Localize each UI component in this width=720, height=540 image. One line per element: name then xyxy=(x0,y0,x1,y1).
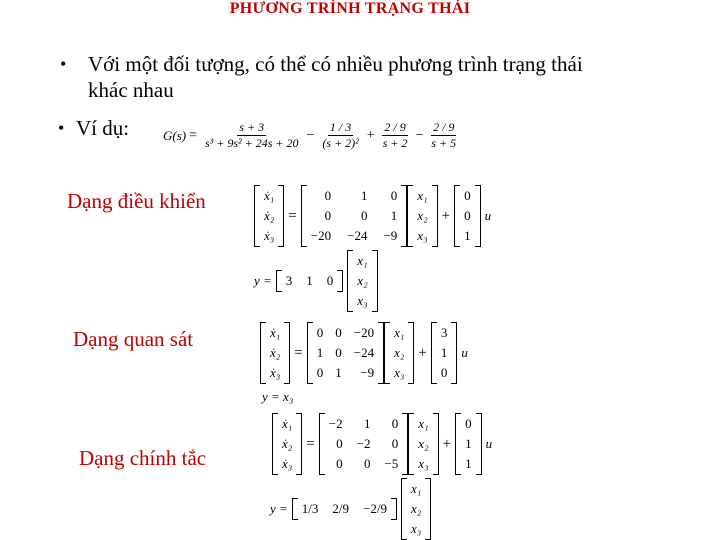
tf-num-1: s + 3 xyxy=(239,120,265,134)
canonical-C-row: 1/3 2/9 −2/9 xyxy=(292,498,397,520)
transfer-function xyxy=(163,120,461,151)
slide-title: PHƯƠNG TRÌNH TRẠNG THÁI xyxy=(229,0,471,17)
controllable-form-label: Dạng điều khiển xyxy=(67,189,206,213)
bullet-1-line-2: khác nhau xyxy=(88,78,174,102)
observable-B-vector: 3 1 0 xyxy=(431,322,458,384)
tf-den-4: s + 5 xyxy=(431,136,457,150)
observable-output-equation: y = x₃ xyxy=(262,389,294,404)
tf-den-2: (s + 2)² xyxy=(322,136,359,150)
tf-frac-2 xyxy=(320,120,360,151)
controllable-A-matrix: 0 1 0 0 0 1 −20 −24 −9 xyxy=(301,185,408,247)
tf-minus: − xyxy=(306,127,315,143)
controllable-output-equation: y = 3 1 0 x₁ x₂ x₃ xyxy=(254,250,378,312)
canonical-form-label: Dạng chính tắc xyxy=(79,446,207,470)
bullet-2-marker: • xyxy=(58,118,65,138)
x-vector: x₁ x₂ x₃ xyxy=(407,185,437,247)
bullet-1-line-1: Với một đối tượng, có thể có nhiều phương trình trạng thái xyxy=(88,52,583,76)
tf-den-1: s³ + 9s² + 24s + 20 xyxy=(205,136,299,150)
tf-den-3: s + 2 xyxy=(382,136,408,150)
canonical-output-equation: y = 1/3 2/9 −2/9 x₁ x₂ x₃ xyxy=(270,478,431,540)
x-vector-output: x₁ x₂ x₃ xyxy=(347,250,377,312)
canonical-A-matrix: −2 1 0 0 −2 0 0 0 −5 xyxy=(319,413,409,475)
canonical-B-vector: 0 1 1 xyxy=(455,413,482,475)
observable-A-matrix: 0 0 −20 1 0 −24 0 1 −9 xyxy=(307,322,384,384)
controllable-B-vector: 0 0 1 xyxy=(454,185,481,247)
tf-frac-4 xyxy=(429,120,458,151)
tf-plus: + xyxy=(366,127,375,143)
tf-num-4: 2 / 9 xyxy=(433,120,455,134)
xdot-vector: ẋ₁ ẋ₂ ẋ₃ xyxy=(254,185,284,247)
tf-frac-1 xyxy=(203,120,301,151)
bullet-2-text: Ví dụ: xyxy=(76,116,130,140)
controllable-state-equation: ẋ₁ ẋ₂ ẋ₃ = 0 1 0 0 0 1 −20 −24 −9 x₁ x₂ x₃ + 0 0 1 u xyxy=(254,185,491,247)
observable-state-equation: ẋ₁ ẋ₂ ẋ₃ = 0 0 −20 1 0 −24 0 1 −9 x₁ x₂ x₃ + 3 1 0 u xyxy=(260,322,468,384)
tf-lhs: G(s) xyxy=(163,127,187,143)
controllable-C-row: 3 1 0 xyxy=(276,270,344,292)
observable-form-label: Dạng quan sát xyxy=(73,327,194,351)
canonical-state-equation: ẋ₁ ẋ₂ ẋ₃ = −2 1 0 0 −2 0 0 0 −5 x₁ x₂ x₃ + 0 1 1 u xyxy=(272,413,492,475)
tf-eq: = xyxy=(189,127,198,143)
tf-minus-2: − xyxy=(415,127,424,143)
tf-num-2: 1 / 3 xyxy=(329,120,352,134)
tf-num-3: 2 / 9 xyxy=(384,120,406,134)
bullet-1-marker: • xyxy=(60,54,67,74)
tf-frac-3 xyxy=(381,120,410,151)
